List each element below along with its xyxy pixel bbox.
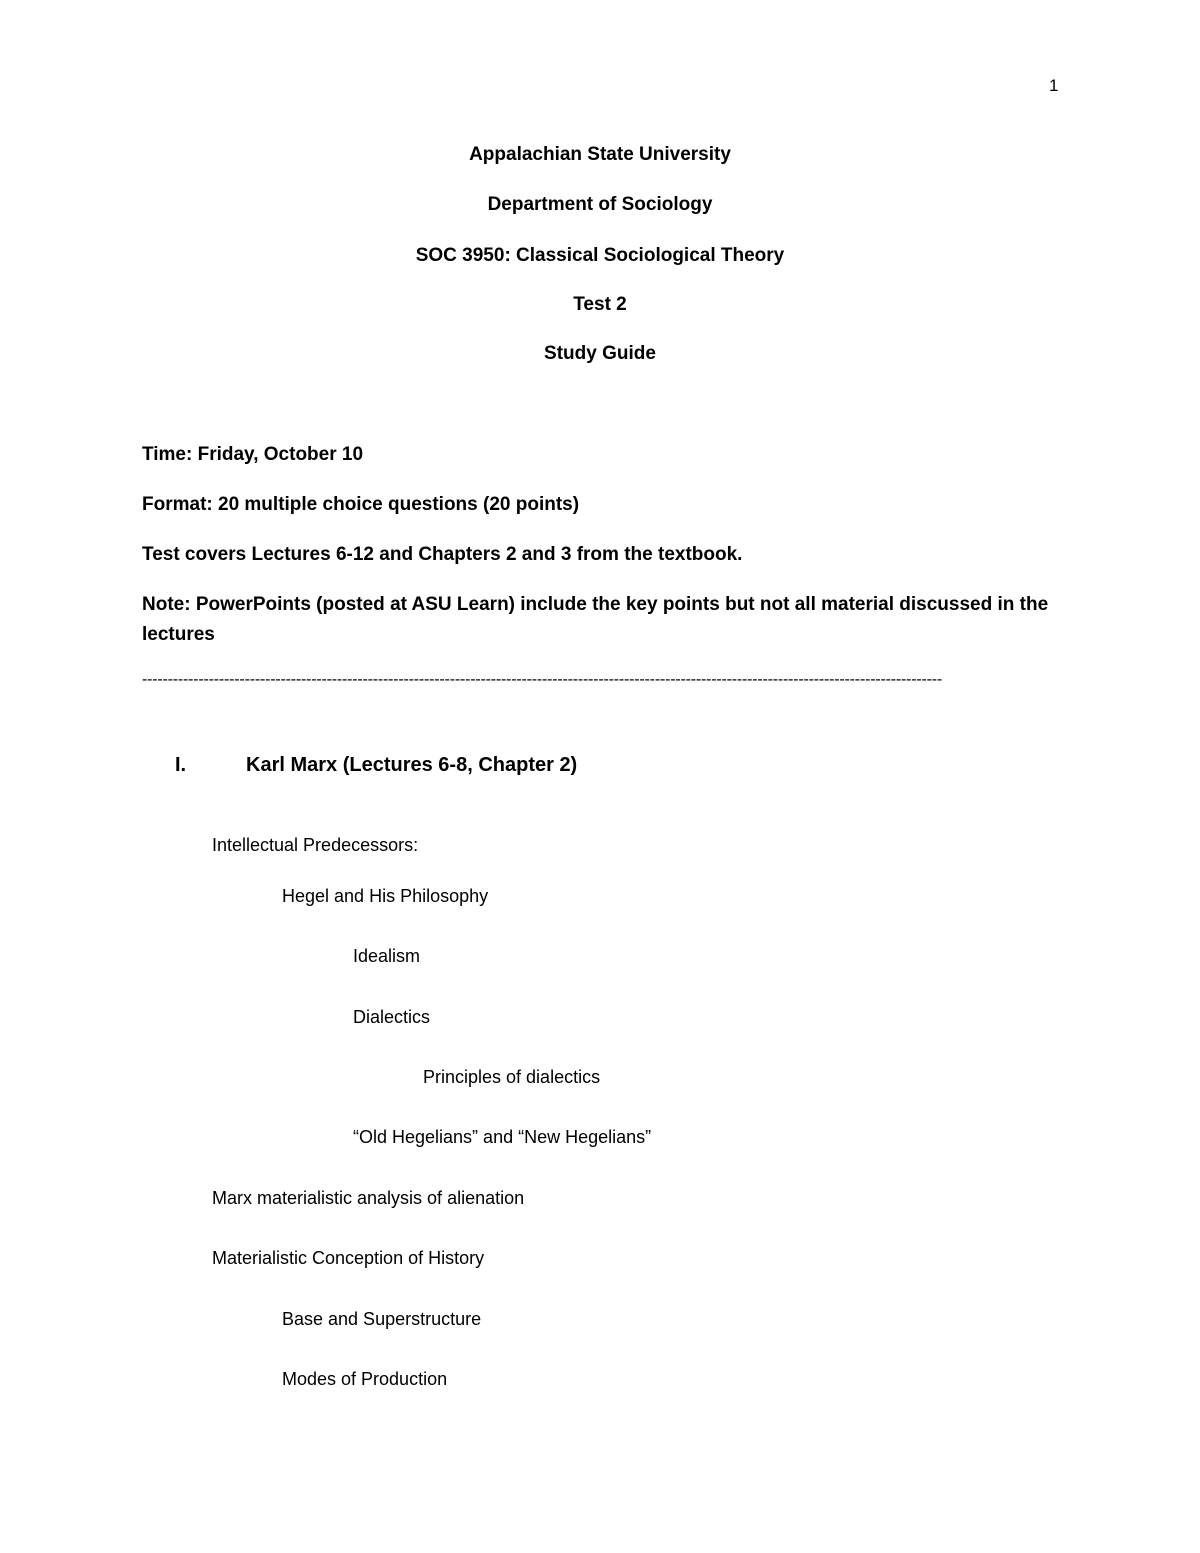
- department-title: Department of Sociology: [487, 194, 713, 215]
- outline-item: Base and Superstructure: [282, 1309, 482, 1329]
- test-note: Note: PowerPoints (posted at ASU Learn) include the key points but not all material discussed in the lectures: [142, 594, 1049, 645]
- document-type-title: Study Guide: [544, 343, 656, 364]
- test-title: Test 2: [573, 294, 627, 315]
- page-number: 1: [1049, 76, 1059, 95]
- test-time: Time: Friday, October 10: [142, 444, 364, 465]
- test-coverage: Test covers Lectures 6-12 and Chapters 2 and 3 from the textbook.: [142, 544, 743, 565]
- course-title: SOC 3950: Classical Sociological Theory: [415, 245, 785, 266]
- outline-item: Marx materialistic analysis of alienation: [212, 1188, 525, 1208]
- outline-item: Intellectual Predecessors:: [212, 835, 419, 855]
- outline-item: Idealism: [353, 946, 421, 966]
- section-numeral: I.: [175, 754, 187, 776]
- outline-item: “Old Hegelians” and “New Hegelians”: [353, 1127, 652, 1147]
- outline-item: Hegel and His Philosophy: [282, 886, 489, 906]
- test-format: Format: 20 multiple choice questions (20 points): [142, 494, 580, 515]
- outline-item: Materialistic Conception of History: [212, 1248, 485, 1268]
- section-title: Karl Marx (Lectures 6-8, Chapter 2): [246, 754, 578, 776]
- outline-item: Principles of dialectics: [423, 1067, 601, 1087]
- university-title: Appalachian State University: [469, 144, 731, 165]
- section-divider: ------------------------------------------------------------------------------------------------------------------------------------------------------------: [142, 671, 942, 688]
- outline-item: Modes of Production: [282, 1369, 448, 1389]
- outline-item: Dialectics: [353, 1007, 431, 1027]
